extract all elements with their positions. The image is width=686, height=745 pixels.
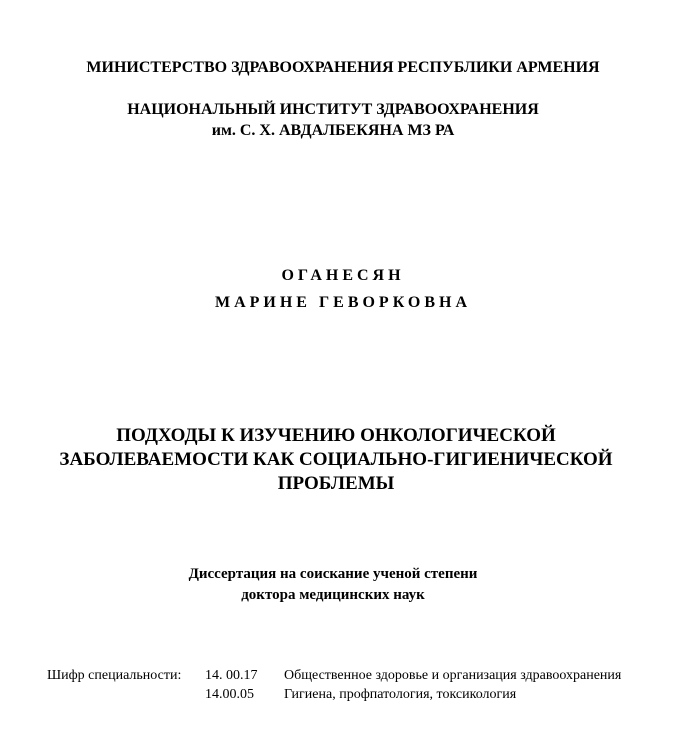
author-surname: ОГАНЕСЯН <box>281 267 405 284</box>
title-line-2: ЗАБОЛЕВАЕМОСТИ КАК СОЦИАЛЬНО-ГИГИЕНИЧЕСКОЙ <box>59 449 613 470</box>
title-line-1: ПОДХОДЫ К ИЗУЧЕНИЮ ОНКОЛОГИЧЕСКОЙ <box>116 425 556 446</box>
specialty-name-1: Общественное здоровье и организация здравоохранения <box>284 668 622 683</box>
ministry-name: МИНИСТЕРСТВО ЗДРАВООХРАНЕНИЯ РЕСПУБЛИКИ АРМЕНИЯ <box>86 59 600 76</box>
specialty-name-2: Гигиена, профпатология, токсикология <box>284 687 517 702</box>
thesis-degree-line-1: Диссертация на соискание ученой степени <box>188 566 478 582</box>
title-line-3: ПРОБЛЕМЫ <box>277 473 395 494</box>
institute-subtitle: им. С. Х. АВДАЛБЕКЯНА МЗ РА <box>211 122 455 139</box>
specialty-code-2: 14.00.05 <box>205 687 254 702</box>
thesis-degree-line-2: доктора медицинских наук <box>241 587 425 603</box>
institute-name: НАЦИОНАЛЬНЫЙ ИНСТИТУТ ЗДРАВООХРАНЕНИЯ <box>127 101 539 118</box>
specialty-code-1: 14. 00.17 <box>205 668 258 683</box>
dissertation-title <box>0 424 686 496</box>
author-given-names: МАРИНЕ ГЕВОРКОВНА <box>214 294 472 311</box>
specialty-label: Шифр специальности: <box>47 668 182 683</box>
